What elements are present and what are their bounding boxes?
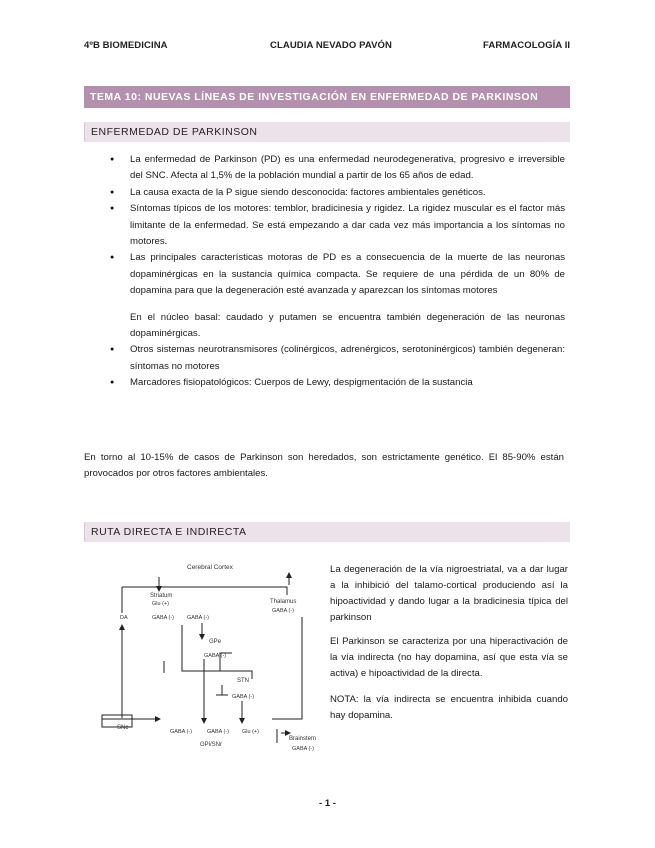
label-da: DA <box>120 615 128 621</box>
label-striatum: Striatum <box>150 593 173 599</box>
label-gpi: GPi/SNr <box>200 742 223 748</box>
label-gaba-b1: GABA (-) <box>170 729 193 735</box>
label-gaba1: GABA (-) <box>152 615 175 621</box>
header-left: 4ºB BIOMEDICINA <box>84 40 168 51</box>
label-brainstem-sub: GABA (-) <box>292 746 315 752</box>
document-title: TEMA 10: NUEVAS LÍNEAS DE INVESTIGACIÓN EN ENFERMEDAD DE PARKINSON <box>84 86 570 108</box>
list-item: ● La causa exacta de la P sigue siendo desconocida: factores ambientales genéticos. <box>110 185 565 201</box>
label-gaba-b2: GABA (-) <box>207 729 230 735</box>
label-gaba2: GABA (-) <box>187 615 210 621</box>
header-center: CLAUDIA NEVADO PAVÓN <box>270 40 392 51</box>
ruta-paragraph-2: El Parkinson se caracteriza por una hiperactivación de la vía indirecta (no hay dopamina, así que esta vía se activa) e hipoactividad de la directa. <box>330 636 568 679</box>
label-snc: SNc <box>117 725 129 731</box>
label-cortex: Cerebral Cortex <box>187 564 233 571</box>
label-stn-sub: GABA (-) <box>232 694 255 700</box>
ruta-note: NOTA: la vía indirecta se encuentra inhibida cuando hay dopamina. <box>330 694 568 721</box>
label-gpe-sub: GABA (-) <box>204 653 227 659</box>
basal-ganglia-diagram <box>92 553 328 753</box>
page-number: - 1 - <box>319 798 336 809</box>
list-item: ● La enfermedad de Parkinson (PD) es una enfermedad neurodegenerativa, progresivo e irreversible del SNC. Afecta al 1,5% de la población mundial a partir de los 65 años de edad. <box>110 152 565 185</box>
label-glu-b: Glu (+) <box>242 729 259 735</box>
parkinson-bullet-list <box>110 152 565 392</box>
label-brainstem: Brainstem <box>289 736 317 742</box>
label-striatum-sub: Glu (+) <box>152 601 169 607</box>
list-item: ● Las principales características motoras de PD es a consecuencia de la muerte de las neuronas dopaminérgicas en la sustancia química compacta. Se requiere de una pérdida de un 80% de dopamina para que la degeneración esté avanzada y aparezcan los síntomas motores <box>110 250 565 299</box>
list-item: ● Marcadores fisiopatológicos: Cuerpos de Lewy, despigmentación de la sustancia <box>110 375 565 391</box>
ruta-paragraph-1: La degeneración de la vía nigroestriatal, va a dar lugar a la inhibició del talamo-cortical produciendo así la hipoactividad y dando lugar a la bradicinesia típica del parkinson <box>330 564 568 623</box>
heredity-paragraph: En torno al 10-15% de casos de Parkinson son heredados, son estrictamente genético. El 85-90% están provocados por otros factores ambientales. <box>84 452 564 479</box>
label-stn: STN <box>237 678 249 684</box>
sub-note: En el núcleo basal: caudado y putamen se encuentra también degeneración de las neuronas dopaminérgicas. <box>130 311 565 340</box>
section-heading-ruta: RUTA DIRECTA E INDIRECTA <box>84 522 570 542</box>
list-item: ● Otros sistemas neurotransmisores (colinérgicos, adrenérgicos, serotoninérgicos) también degeneran: síntomas no motores <box>110 342 565 375</box>
label-thalamus: Thalamus <box>270 599 297 605</box>
label-thalamus-sub: GABA (-) <box>272 608 295 614</box>
section-heading-parkinson: ENFERMEDAD DE PARKINSON <box>84 122 570 142</box>
header-right: FARMACOLOGÍA II <box>483 40 571 51</box>
list-item: ● Síntomas típicos de los motores: temblor, bradicinesia y rigidez. La rigidez muscular es el factor más limitante de la enfermedad. Se está empezando a dar cada vez más importancia a los síntomas no motores. <box>110 201 565 250</box>
label-gpe: GPe <box>209 639 222 645</box>
